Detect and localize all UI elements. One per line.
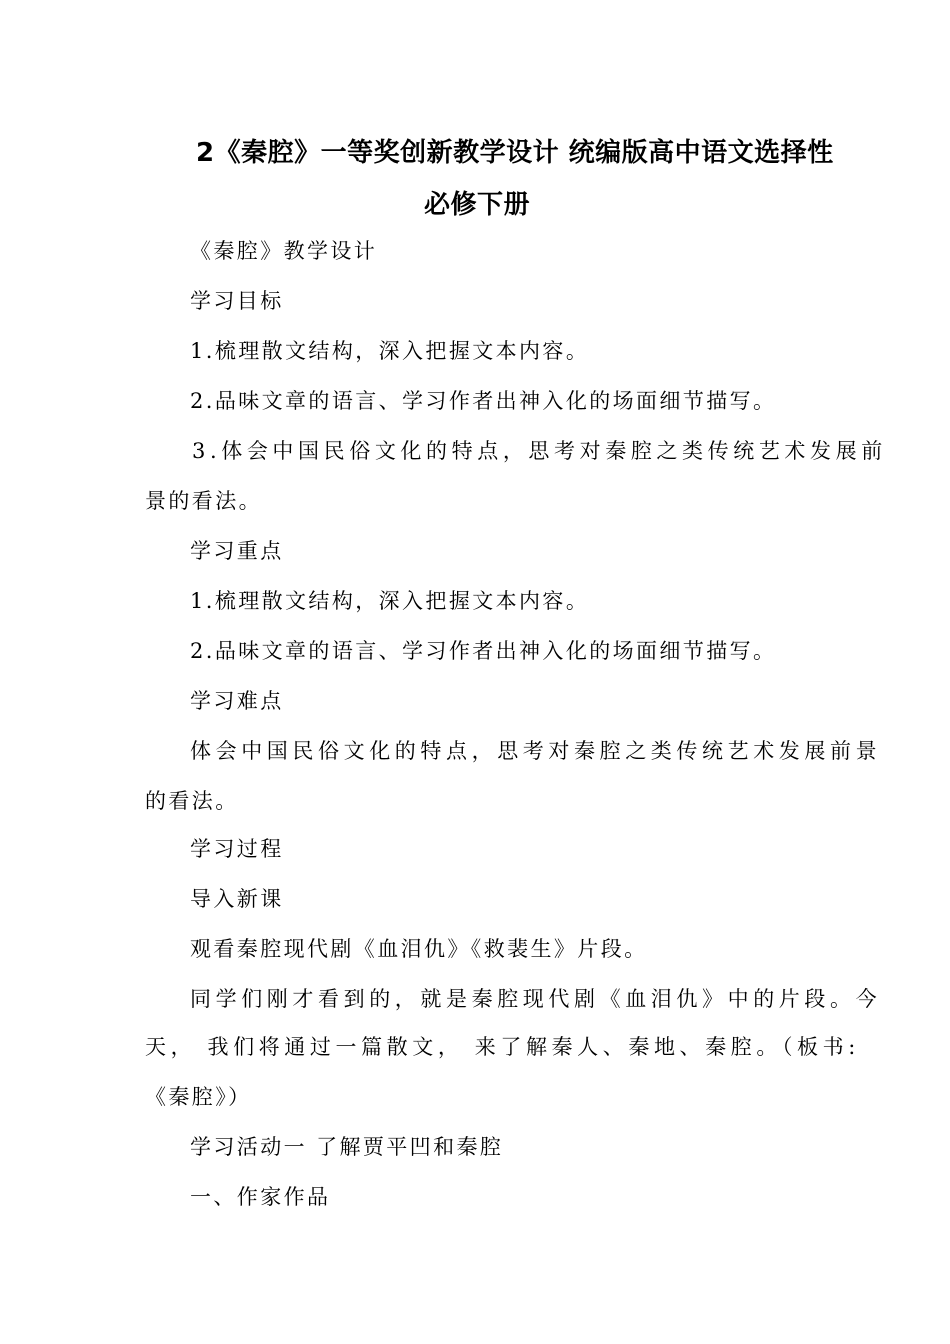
intro-paragraph-line-2: 天， 我们将通过一篇散文， 来了解秦人、秦地、秦腔。（板书: [145,1035,860,1059]
difficulty-line-1: 体会中国民俗文化的特点，思考对秦腔之类传统艺术发展前景 [190,739,882,763]
document-title-line-2: 必修下册 [424,190,531,220]
objective-item-3-line-2: 景的看法。 [145,489,262,513]
heading-learning-process: 学习过程 [190,837,284,861]
heading-author-works: 一、作家作品 [190,1185,331,1209]
objective-item-3-line-1: 3.体会中国民俗文化的特点，思考对秦腔之类传统艺术发展前 [192,439,887,463]
heading-learning-objectives: 学习目标 [190,289,284,313]
intro-paragraph-line-1: 同学们刚才看到的，就是秦腔现代剧《血泪仇》中的片段。今 [190,987,882,1011]
heading-activity-1: 学习活动一 了解贾平凹和秦腔 [190,1135,504,1159]
objective-item-2: 2.品味文章的语言、学习作者出神入化的场面细节描写。 [190,389,777,413]
objective-item-1: 1.梳理散文结构，深入把握文本内容。 [190,339,590,363]
difficulty-line-2: 的看法。 [145,789,239,813]
key-point-item-1: 1.梳理散文结构，深入把握文本内容。 [190,589,590,613]
subtitle-teaching-design: 《秦腔》教学设计 [190,239,378,263]
intro-paragraph-line-3: 《秦腔》） [145,1085,252,1109]
heading-key-points: 学习重点 [190,539,284,563]
document-title-line-1: 2《秦腔》一等奖创新教学设计 统编版高中语文选择性 [196,138,834,168]
intro-watch-clips: 观看秦腔现代剧《血泪仇》《救裴生》片段。 [190,937,648,961]
key-point-item-2: 2.品味文章的语言、学习作者出神入化的场面细节描写。 [190,639,777,663]
heading-introduction: 导入新课 [190,887,284,911]
heading-difficulties: 学习难点 [190,689,284,713]
